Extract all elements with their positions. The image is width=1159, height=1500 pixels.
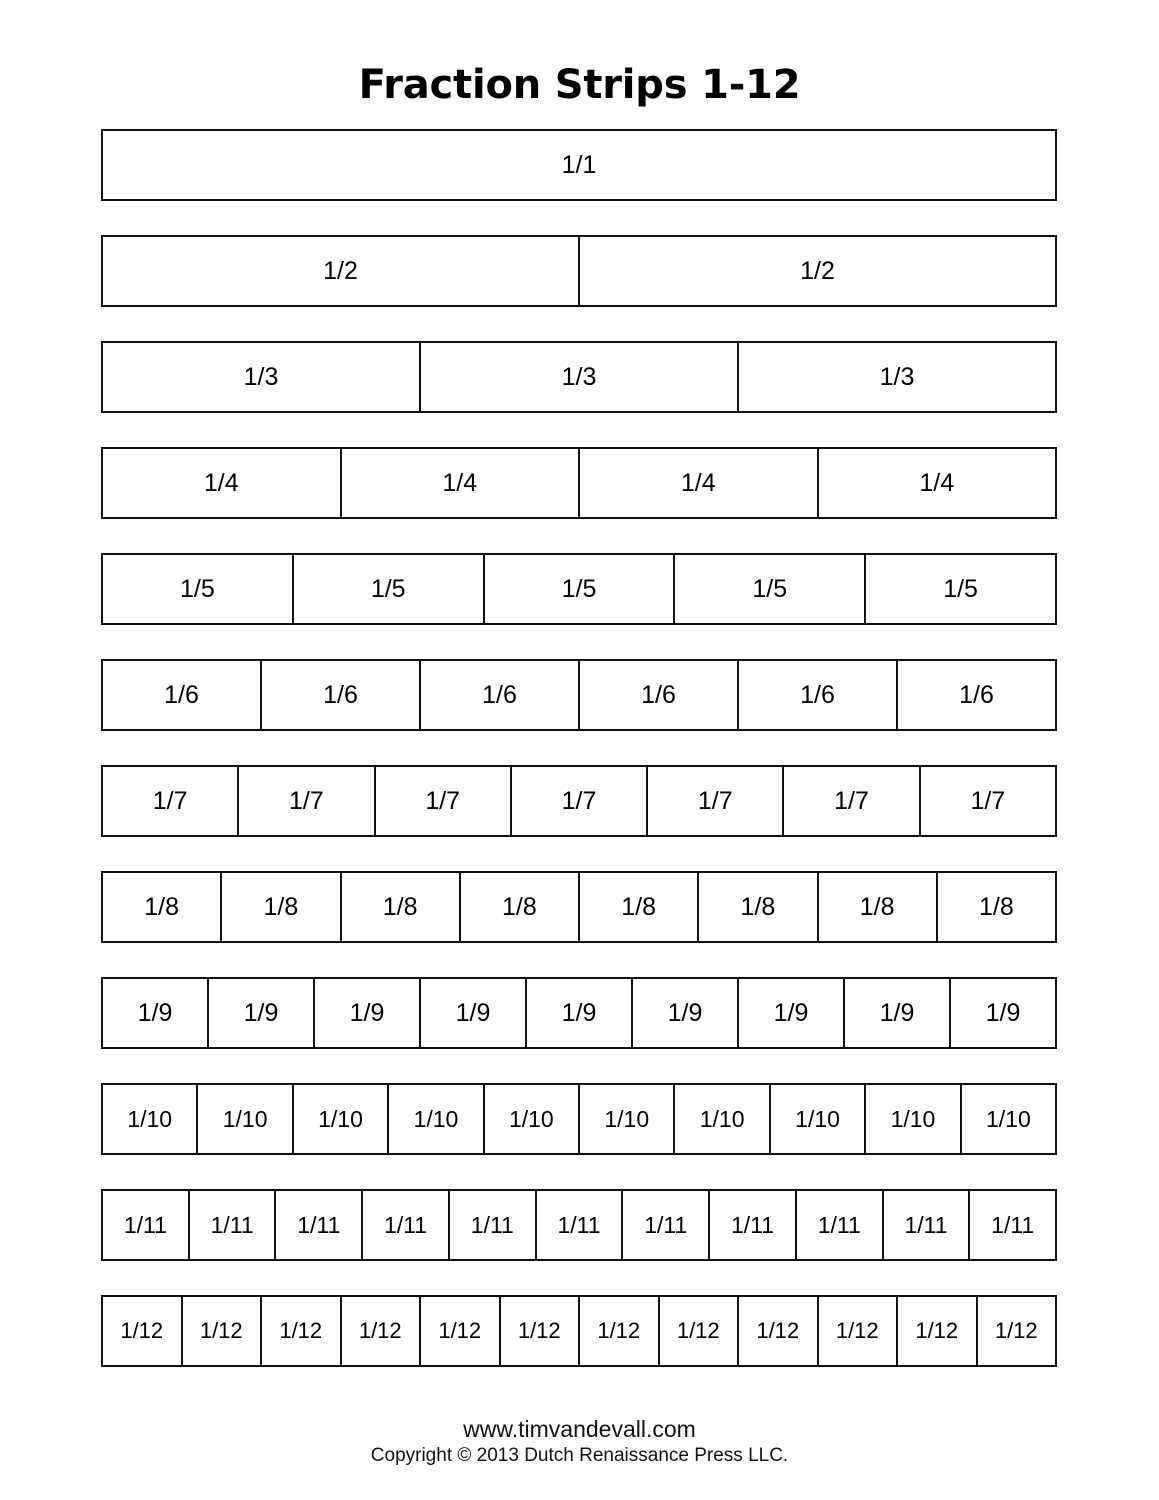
fraction-strip-1 xyxy=(101,129,1057,201)
fraction-cell: 1/10 xyxy=(580,1085,675,1153)
fraction-cell: 1/8 xyxy=(103,873,222,941)
fraction-cell: 1/7 xyxy=(376,767,512,835)
fraction-cell: 1/7 xyxy=(970,786,1006,815)
fraction-cell: 1/7 xyxy=(239,767,375,835)
fraction-cell: 1/11 xyxy=(363,1191,450,1259)
fraction-strip-3 xyxy=(101,341,1057,413)
fraction-cell: 1/6 xyxy=(262,661,421,729)
fraction-cell: 1/10 xyxy=(103,1085,198,1153)
fraction-cell: 1/11 xyxy=(884,1191,971,1259)
fraction-cell: 1/5 xyxy=(675,555,866,623)
fraction-cell: 1/4 xyxy=(342,449,581,517)
footer-website: www.timvandevall.com xyxy=(463,1416,696,1442)
fraction-cell: 1/5 xyxy=(294,555,485,623)
fraction-cell: 1/9 xyxy=(985,998,1021,1027)
fraction-cell: 1/11 xyxy=(190,1191,277,1259)
fraction-cell: 1/2 xyxy=(103,237,580,305)
fraction-cell: 1/12 xyxy=(739,1297,819,1365)
fraction-cell: 1/6 xyxy=(739,661,898,729)
fraction-cell: 1/8 xyxy=(978,892,1014,921)
fraction-cell: 1/12 xyxy=(183,1297,263,1365)
fraction-cell: 1/10 xyxy=(985,1105,1031,1132)
fraction-cell: 1/2 xyxy=(800,256,835,285)
fraction-strip-10 xyxy=(101,1083,1057,1155)
fraction-cell: 1/11 xyxy=(537,1191,624,1259)
fraction-cell: 1/12 xyxy=(580,1297,660,1365)
fraction-cell: 1/11 xyxy=(623,1191,710,1259)
fraction-strip-2 xyxy=(101,235,1057,307)
fraction-cell: 1/11 xyxy=(450,1191,537,1259)
fraction-cell: 1/5 xyxy=(943,574,978,603)
fraction-cell: 1/10 xyxy=(294,1085,389,1153)
fraction-cell: 1/9 xyxy=(103,979,209,1047)
fraction-strip-4 xyxy=(101,447,1057,519)
fraction-cell: 1/9 xyxy=(209,979,315,1047)
fraction-cell: 1/8 xyxy=(699,873,818,941)
fraction-cell: 1/9 xyxy=(315,979,421,1047)
fraction-cell: 1/6 xyxy=(959,680,994,709)
fraction-cell: 1/6 xyxy=(421,661,580,729)
fraction-cell: 1/12 xyxy=(660,1297,740,1365)
fraction-cell: 1/10 xyxy=(675,1085,770,1153)
fraction-cell: 1/10 xyxy=(198,1085,293,1153)
fraction-cell: 1/3 xyxy=(103,343,421,411)
fraction-cell: 1/12 xyxy=(342,1297,422,1365)
fraction-cell: 1/5 xyxy=(485,555,676,623)
fraction-strip-7 xyxy=(101,765,1057,837)
fraction-cell: 1/10 xyxy=(771,1085,866,1153)
fraction-cell: 1/3 xyxy=(421,343,739,411)
fraction-cell: 1/9 xyxy=(633,979,739,1047)
footer-copyright: Copyright © 2013 Dutch Renaissance Press LLC. xyxy=(370,1445,789,1467)
fraction-cell: 1/12 xyxy=(103,1297,183,1365)
fraction-cell: 1/12 xyxy=(898,1297,978,1365)
footer xyxy=(0,1415,1159,1469)
fraction-cell: 1/7 xyxy=(103,767,239,835)
page-title: Fraction Strips 1-12 xyxy=(358,61,801,108)
fraction-cell: 1/11 xyxy=(797,1191,884,1259)
fraction-cell: 1/9 xyxy=(527,979,633,1047)
fraction-cell: 1/3 xyxy=(879,362,915,391)
fraction-cell: 1/9 xyxy=(421,979,527,1047)
fraction-cell: 1/4 xyxy=(580,449,819,517)
fraction-cell: 1/12 xyxy=(501,1297,581,1365)
fraction-cell: 1/11 xyxy=(276,1191,363,1259)
fraction-cell: 1/8 xyxy=(461,873,580,941)
fraction-cell: 1/6 xyxy=(103,661,262,729)
fraction-strip-12 xyxy=(101,1295,1057,1367)
fraction-strip-8 xyxy=(101,871,1057,943)
fraction-cell: 1/7 xyxy=(512,767,648,835)
fraction-cell: 1/8 xyxy=(342,873,461,941)
fraction-cell: 1/8 xyxy=(580,873,699,941)
fraction-cell: 1/12 xyxy=(994,1318,1038,1343)
fraction-cell: 1/9 xyxy=(739,979,845,1047)
fraction-cell: 1/5 xyxy=(103,555,294,623)
fraction-strip-5 xyxy=(101,553,1057,625)
fraction-strip-9 xyxy=(101,977,1057,1049)
fraction-cell: 1/4 xyxy=(919,468,955,497)
fraction-cell: 1/7 xyxy=(784,767,920,835)
fraction-cell: 1/11 xyxy=(710,1191,797,1259)
fraction-cell: 1/6 xyxy=(580,661,739,729)
fraction-cell: 1/12 xyxy=(819,1297,899,1365)
fraction-cell: 1/11 xyxy=(103,1191,190,1259)
fraction-strip-11 xyxy=(101,1189,1057,1261)
fraction-cell: 1/10 xyxy=(485,1085,580,1153)
fraction-cell: 1/9 xyxy=(845,979,951,1047)
fraction-cell: 1/10 xyxy=(866,1085,961,1153)
fraction-cell: 1/8 xyxy=(222,873,341,941)
fraction-cell: 1/10 xyxy=(389,1085,484,1153)
fraction-cell: 1/12 xyxy=(421,1297,501,1365)
fraction-cell: 1/1 xyxy=(561,150,597,179)
fraction-cell: 1/12 xyxy=(262,1297,342,1365)
fraction-cell: 1/11 xyxy=(991,1211,1035,1238)
fraction-strip-stack xyxy=(101,129,1057,1401)
fraction-cell: 1/4 xyxy=(103,449,342,517)
fraction-cell: 1/8 xyxy=(819,873,938,941)
fraction-cell: 1/7 xyxy=(648,767,784,835)
fraction-strip-6 xyxy=(101,659,1057,731)
